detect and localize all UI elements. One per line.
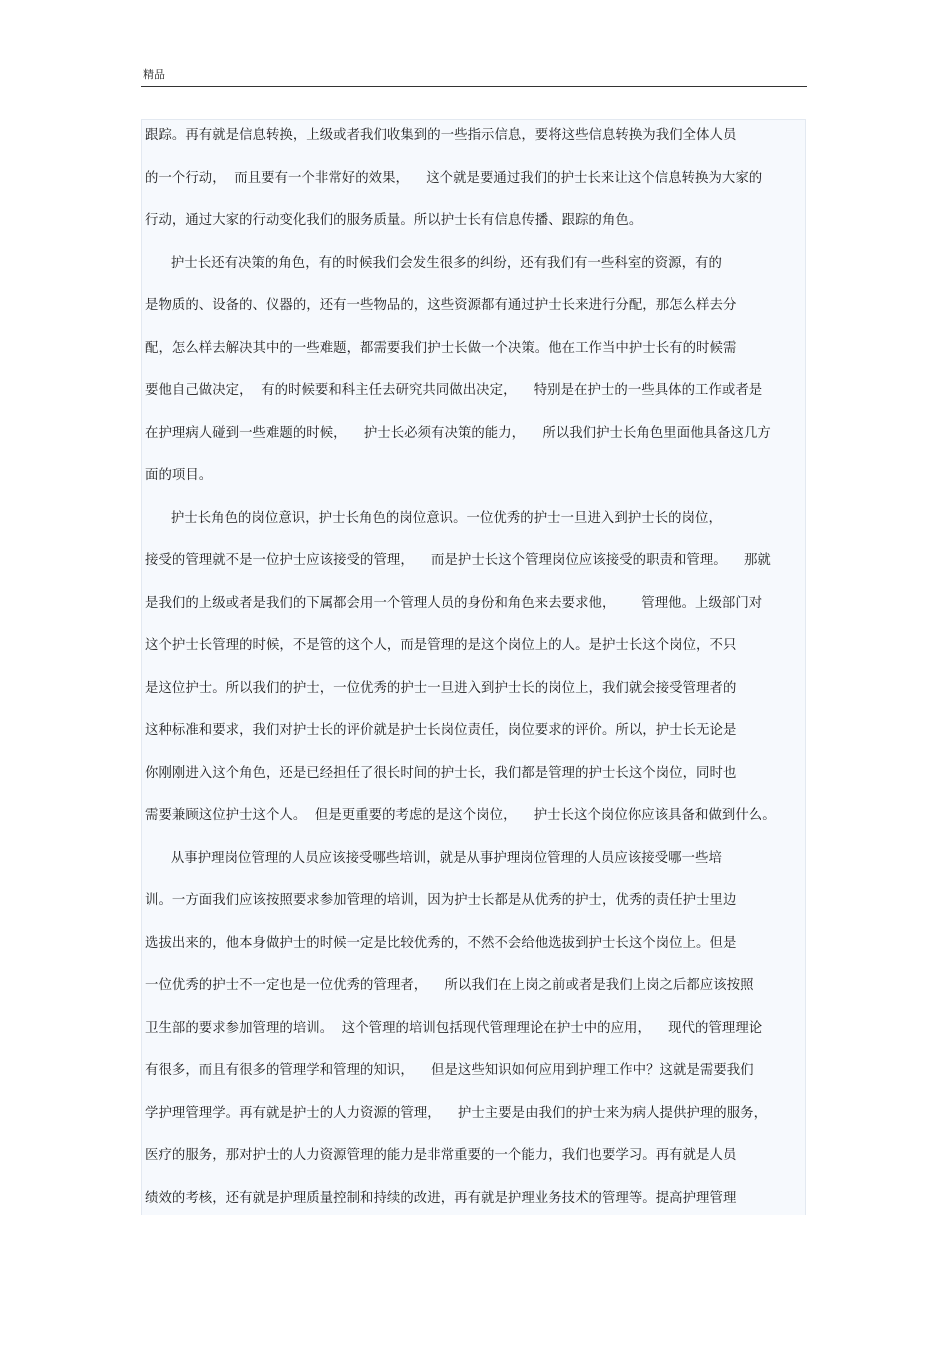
- page-header-label: 精品: [143, 68, 165, 81]
- text-line: 医疗的服务，那对护士的人力资源管理的能力是非常重要的一个能力，我们也要学习。再有就是人员: [145, 1148, 737, 1163]
- text-line: 是物质的、设备的、仪器的，还有一些物品的，这些资源都有通过护士长来进行分配，那怎么样去分: [145, 298, 737, 313]
- text-line: 这个护士长管理的时候，不是管的这个人，而是管理的是这个岗位上的人。是护士长这个岗位，不只: [145, 638, 737, 653]
- text-line: 面的项目。: [145, 468, 213, 483]
- text-line: 这种标准和要求，我们对护士长的评价就是护士长岗位责任，岗位要求的评价。所以，护士长无论是: [145, 723, 737, 738]
- text-line: 有很多，而且有很多的管理学和管理的知识， 但是这些知识如何应用到护理工作中？这就是需要我们: [145, 1063, 754, 1078]
- text-line: 行动，通过大家的行动变化我们的服务质量。所以护士长有信息传播、跟踪的角色。: [145, 213, 643, 228]
- text-line: 是这位护士。所以我们的护士，一位优秀的护士一旦进入到护士长的岗位上，我们就会接受管理者的: [145, 681, 737, 696]
- text-line: 跟踪。再有就是信息转换，上级或者我们收集到的一些指示信息，要将这些信息转换为我们全体人员: [145, 128, 737, 143]
- text-line: 一位优秀的护士不一定也是一位优秀的管理者， 所以我们在上岗之前或者是我们上岗之后都应该按照: [145, 978, 754, 993]
- text-line: 训。一方面我们应该按照要求参加管理的培训，因为护士长都是从优秀的护士，优秀的责任护士里边: [145, 893, 737, 908]
- text-line: 是我们的上级或者是我们的下属都会用一个管理人员的身份和角色来去要求他， 管理他。上级部门对: [145, 596, 763, 611]
- text-line: 从事护理岗位管理的人员应该接受哪些培训，就是从事护理岗位管理的人员应该接受哪一些培: [145, 851, 722, 866]
- text-line: 你刚刚进入这个角色，还是已经担任了很长时间的护士长，我们都是管理的护士长这个岗位，同时也: [145, 766, 737, 781]
- text-line: 选拔出来的，他本身做护士的时候一定是比较优秀的，不然不会给他选拔到护士长这个岗位上。但是: [145, 936, 737, 951]
- header-divider: [141, 86, 807, 87]
- text-line: 绩效的考核，还有就是护理质量控制和持续的改进，再有就是护理业务技术的管理等。提高护理管理: [145, 1191, 737, 1206]
- text-line: 接受的管理就不是一位护士应该接受的管理， 而是护士长这个管理岗位应该接受的职责和管理。 那就: [145, 553, 771, 568]
- document-body: [141, 119, 806, 1215]
- text-line: 学护理管理学。再有就是护士的人力资源的管理， 护士主要是由我们的护士来为病人提供护理的服务，: [145, 1106, 768, 1121]
- text-line: 护士长角色的岗位意识，护士长角色的岗位意识。一位优秀的护士一旦进入到护士长的岗位，: [145, 511, 722, 526]
- text-line: 护士长还有决策的角色，有的时候我们会发生很多的纠纷，还有我们有一些科室的资源，有的: [145, 256, 722, 271]
- text-line: 的一个行动， 而且要有一个非常好的效果， 这个就是要通过我们的护士长来让这个信息转换为大家的: [145, 171, 763, 186]
- text-line: 配，怎么样去解决其中的一些难题，都需要我们护士长做一个决策。他在工作当中护士长有的时候需: [145, 341, 737, 356]
- text-line: 要他自己做决定， 有的时候要和科主任去研究共同做出决定， 特别是在护士的一些具体的工作或者是: [145, 383, 763, 398]
- text-line: 卫生部的要求参加管理的培训。 这个管理的培训包括现代管理理论在护士中的应用， 现代的管理理论: [145, 1021, 763, 1036]
- text-line: 需要兼顾这位护士这个人。 但是更重要的考虑的是这个岗位， 护士长这个岗位你应该具备和做到什么。: [145, 808, 776, 823]
- text-line: 在护理病人碰到一些难题的时候， 护士长必须有决策的能力， 所以我们护士长角色里面他具备这几方: [145, 426, 771, 441]
